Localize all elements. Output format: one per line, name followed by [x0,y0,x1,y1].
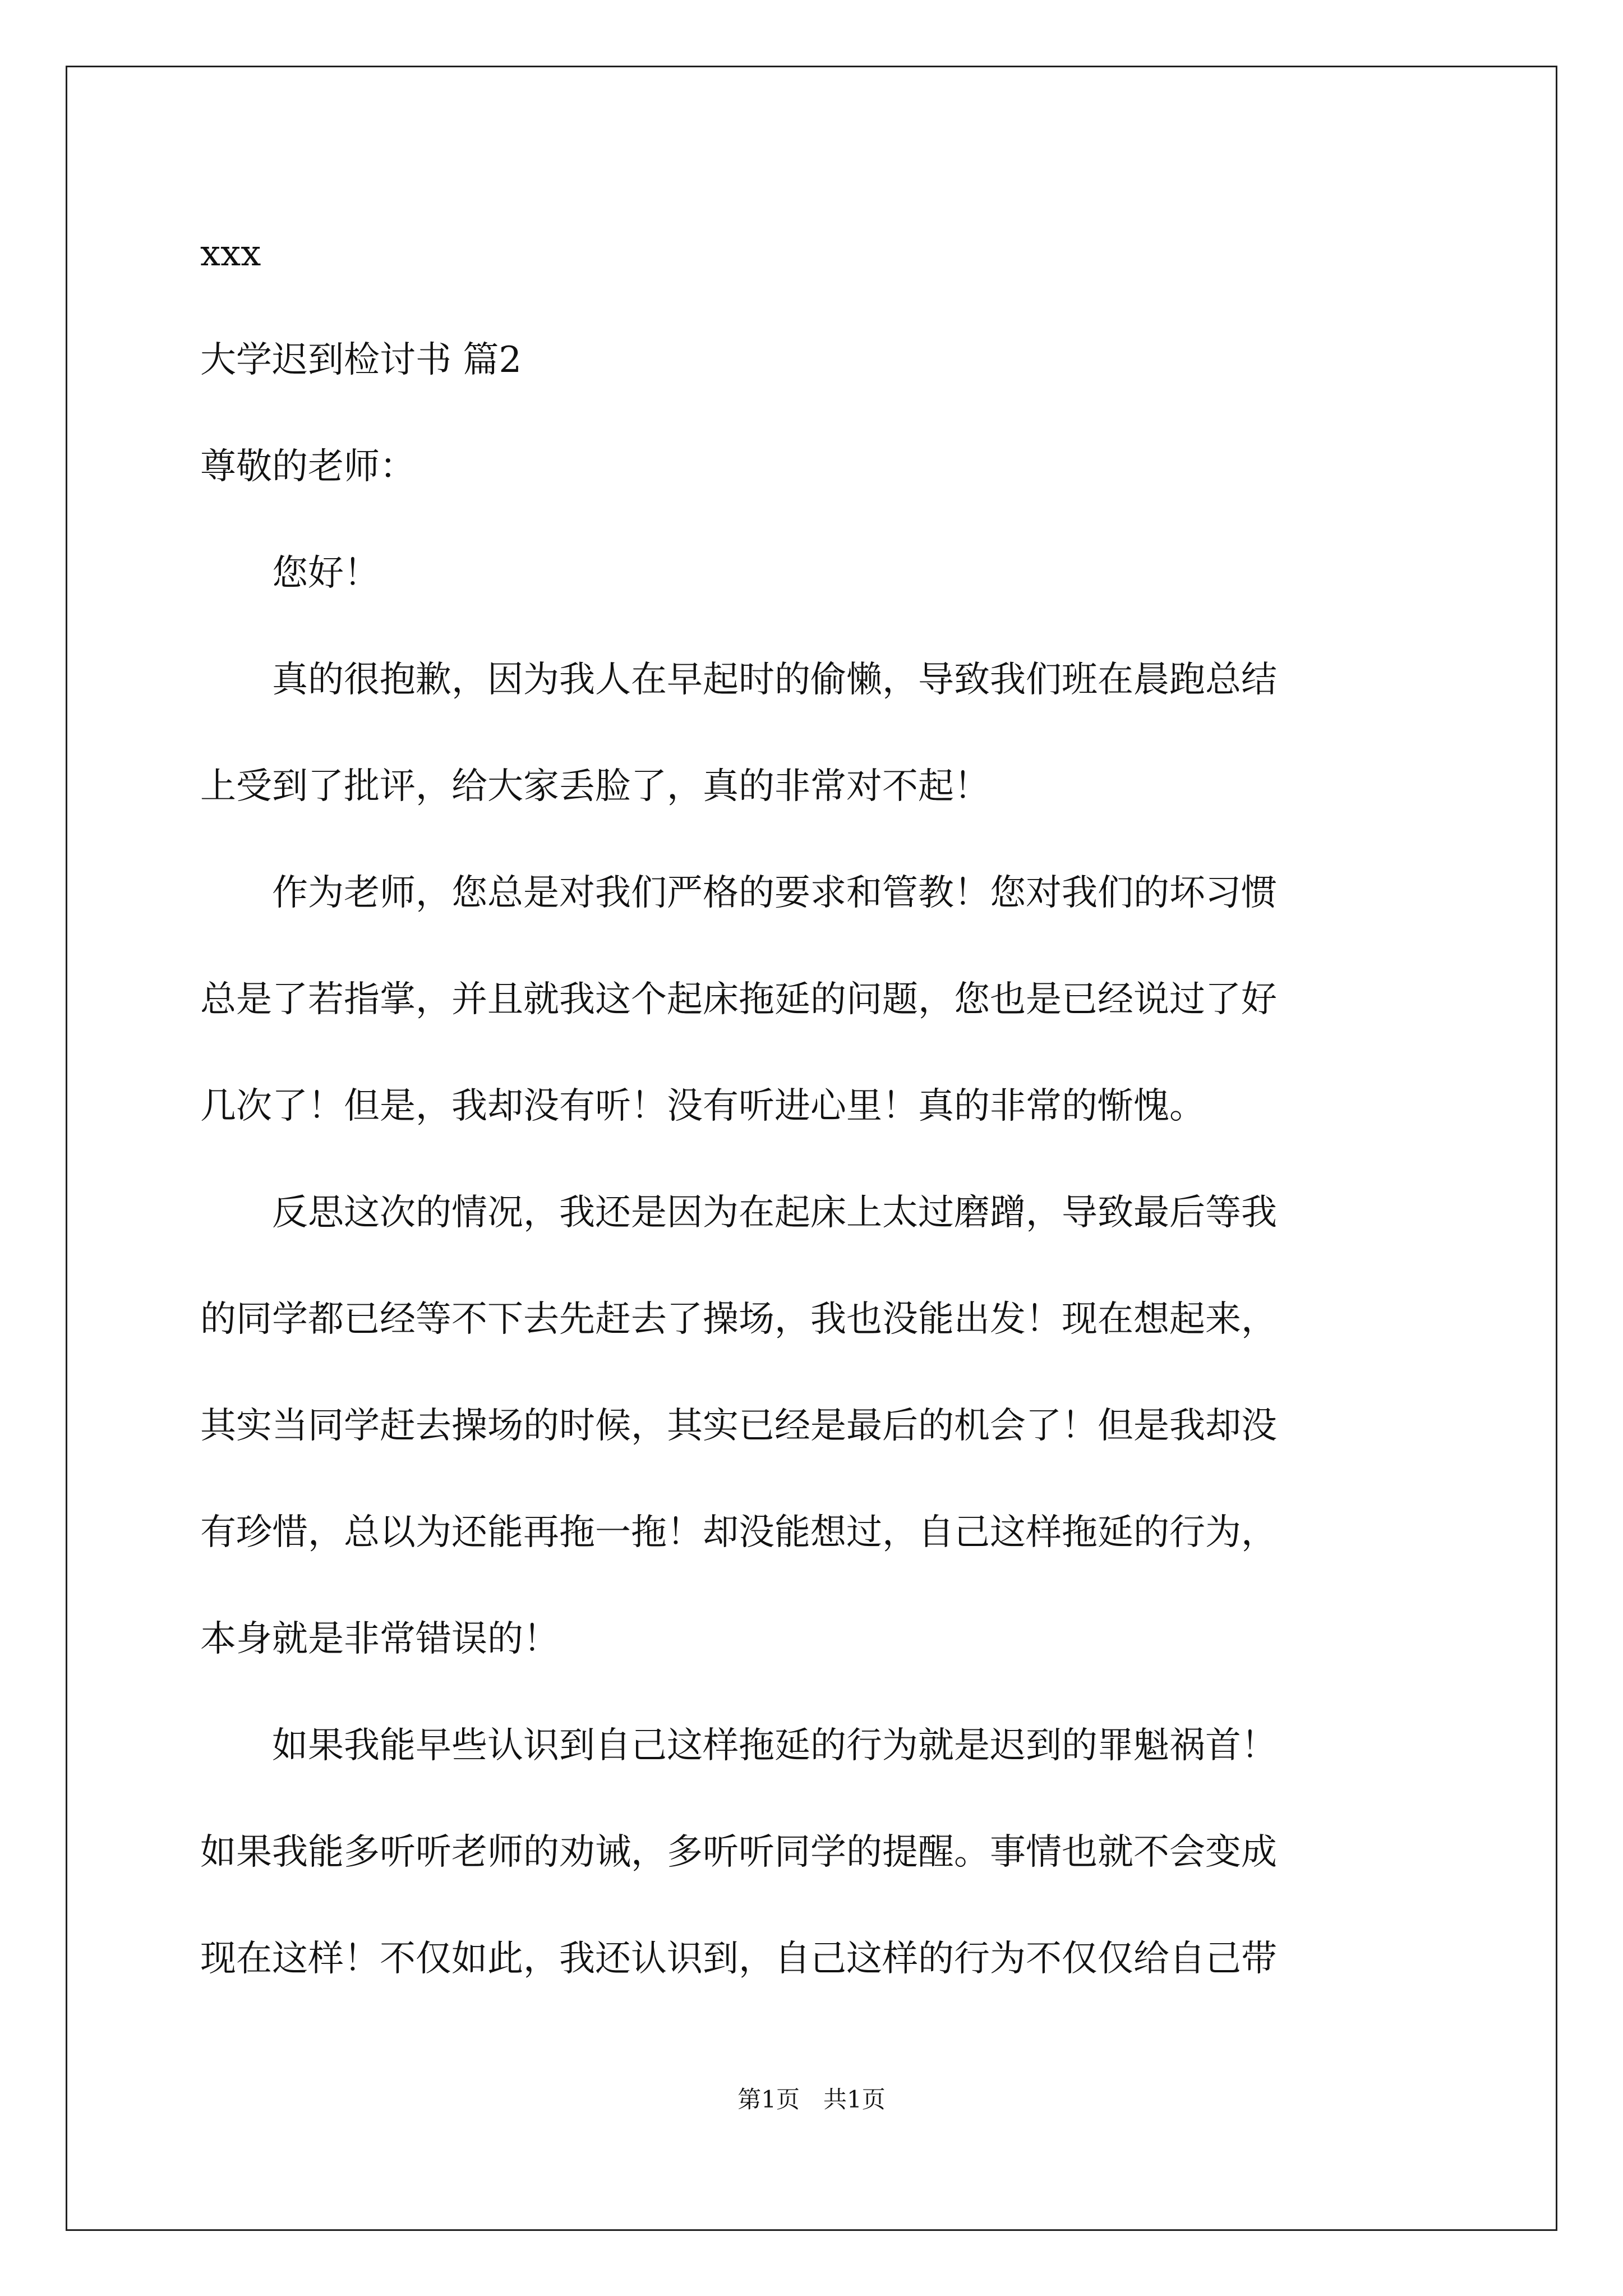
document-title: 大学迟到检讨书 篇2 [200,339,522,381]
signature-text: xxx [200,233,261,274]
body-line: 的同学都已经等不下去先赶去了操场，我也没能出发！现在想起来， [200,1299,1277,1340]
page-number: 第1页 共1页 [737,2086,886,2113]
body-line: 如果我能早些认识到自己这样拖延的行为就是迟到的罪魁祸首！ [200,1725,1277,1766]
body-line: 其实当同学赶去操场的时候，其实已经是最后的机会了！但是我却没 [200,1405,1277,1447]
body-line: 有珍惜，总以为还能再拖一拖！却没能想过，自己这样拖延的行为， [200,1512,1277,1553]
salutation: 尊敬的老师： [200,446,416,487]
body-line: 作为老师，您总是对我们严格的要求和管教！您对我们的坏习惯 [200,872,1277,914]
body-line: 您好！ [200,553,380,594]
body-line: 真的很抱歉，因为我人在早起时的偷懒，导致我们班在晨跑总结 [200,659,1277,701]
body-line: 现在这样！不仅如此，我还认识到，自己这样的行为不仅仅给自己带 [200,1938,1277,1980]
body-line: 几次了！但是，我却没有听！没有听进心里！真的非常的惭愧。 [200,1085,1205,1127]
body-line: 如果我能多听听老师的劝诫，多听听同学的提醒。事情也就不会变成 [200,1832,1277,1873]
body-line: 反思这次的情况，我还是因为在起床上太过磨蹭，导致最后等我 [200,1192,1277,1234]
body-line: 总是了若指掌，并且就我这个起床拖延的问题，您也是已经说过了好 [200,979,1277,1020]
body-line: 上受到了批评，给大家丢脸了，真的非常对不起！ [200,766,990,807]
page-border [66,66,1557,2231]
body-line: 本身就是非常错误的！ [200,1618,559,1660]
